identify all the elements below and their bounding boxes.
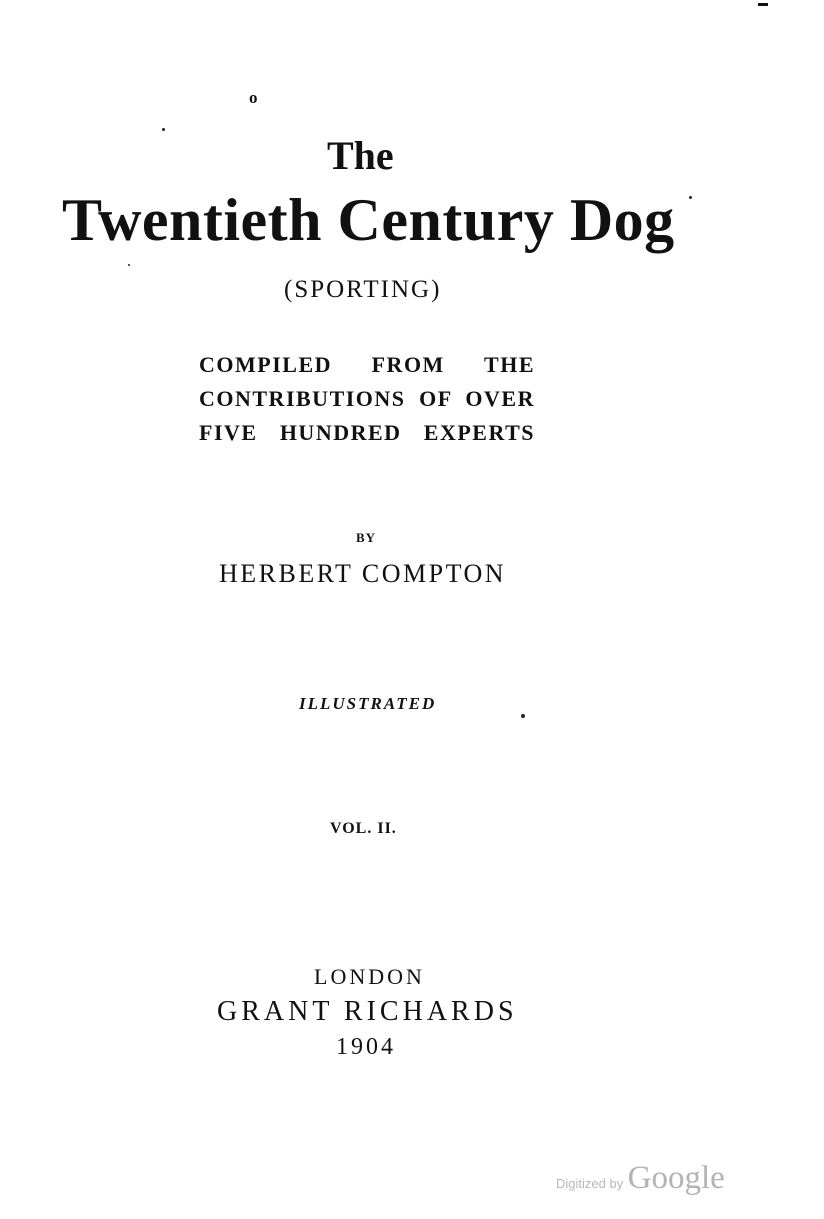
scan-speck bbox=[128, 264, 130, 266]
scan-speck bbox=[162, 128, 165, 131]
publisher-name: GRANT RICHARDS bbox=[217, 996, 518, 1027]
compiled-line: FIVE HUNDRED EXPERTS bbox=[199, 420, 535, 445]
watermark-prefix: Digitized by bbox=[556, 1176, 624, 1191]
author-name: HERBERT COMPTON bbox=[219, 559, 507, 588]
by-label: BY bbox=[356, 530, 377, 545]
compiled-line: COMPILED FROM THE bbox=[199, 352, 535, 377]
publication-year: 1904 bbox=[336, 1034, 396, 1060]
publisher-city: LONDON bbox=[314, 964, 425, 989]
illustrated-label: ILLUSTRATED bbox=[299, 694, 437, 713]
compiled-line: CONTRIBUTIONS OF OVER bbox=[199, 386, 535, 411]
book-title: Twentieth Century Dog bbox=[62, 187, 675, 253]
scan-speck bbox=[521, 714, 525, 718]
compiled-statement bbox=[199, 348, 535, 450]
volume-label: VOL. II. bbox=[330, 820, 397, 837]
scan-speck bbox=[689, 196, 692, 199]
digitized-watermark bbox=[556, 1160, 725, 1197]
subtitle: (SPORTING) bbox=[284, 276, 442, 303]
scan-mark bbox=[758, 3, 768, 6]
corner-mark: o bbox=[249, 88, 258, 107]
title-the: The bbox=[327, 133, 394, 178]
google-logo: Google bbox=[627, 1160, 725, 1196]
